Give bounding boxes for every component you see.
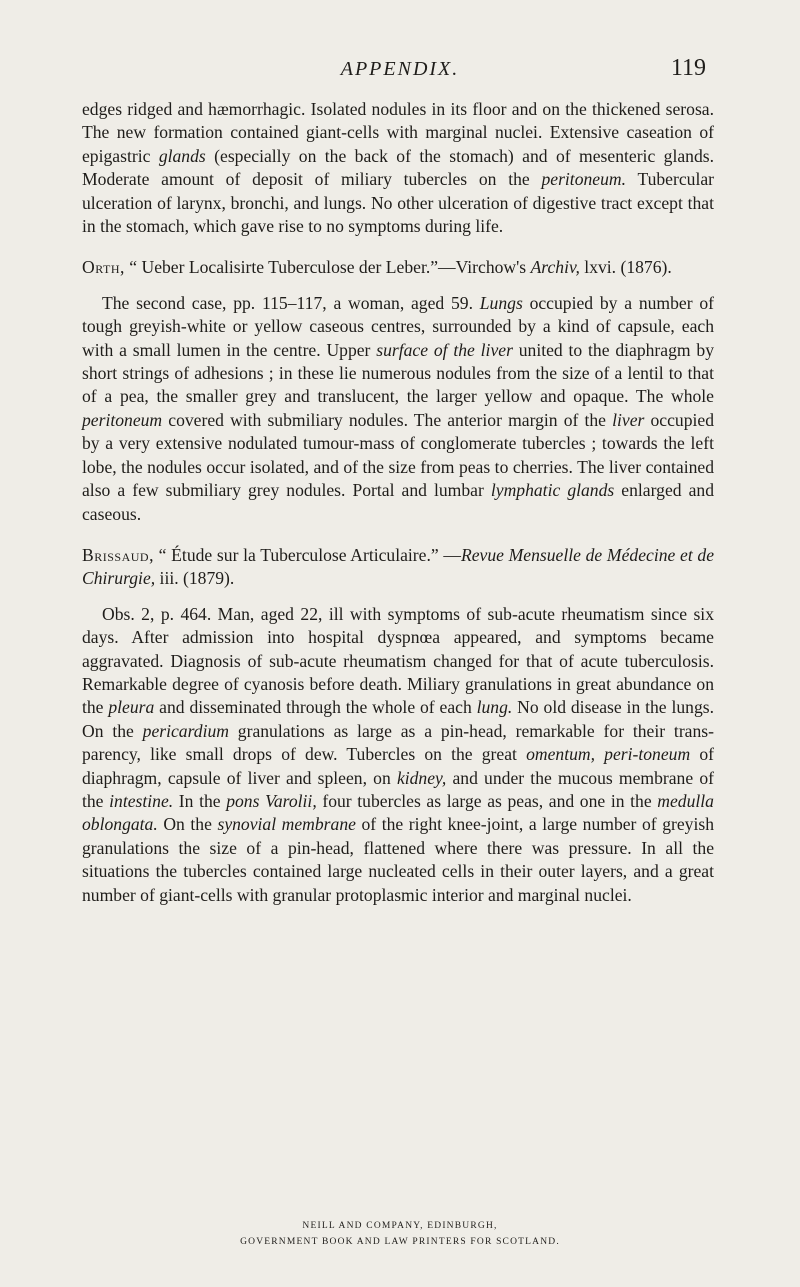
text-run: In the bbox=[173, 790, 227, 811]
text-run: granulations as large as a pin-head, remarkable for their trans-parency, like small drops of dew. Tubercles on the great bbox=[82, 720, 714, 765]
text-run: and disseminated through the whole of each bbox=[154, 697, 477, 718]
imprint-line-1: NEILL AND COMPANY, EDINBURGH, bbox=[302, 1221, 498, 1231]
text-run: occupied by a very extensive nodulated tumour-mass of conglomerate tubercles ; towards the left lobe, the nodules occur isolated, and of the size from peas to cherries. The liver contained also a few submiliary grey nodules. Portal and lumbar bbox=[82, 409, 715, 501]
text-run: occupied by a number of tough greyish-white or yellow caseous centres, surrounded by a kind of capsule, each with a small lumen in the centre. Upper bbox=[82, 292, 714, 360]
text-run: lxvi. (1876). bbox=[579, 257, 672, 278]
author-name: Orth, bbox=[82, 257, 125, 278]
italic-text: Archiv, bbox=[530, 257, 580, 278]
italic-text: liver bbox=[612, 409, 645, 430]
italic-text: surface of the liver bbox=[376, 339, 513, 360]
author-name: Brissaud, bbox=[82, 544, 154, 565]
page-number: 119 bbox=[670, 55, 706, 81]
italic-text: synovial membrane bbox=[217, 814, 356, 835]
text-run: Tubercular ulceration of larynx, bronchi, and lungs. No other ulceration of digestive tract except that in the stomach, which gave rise to no symptoms during life. bbox=[82, 169, 714, 237]
italic-text: glands bbox=[158, 145, 206, 166]
text-run: The second case, pp. 115–117, a woman, aged 59. bbox=[102, 292, 480, 313]
text-run: Obs. 2, p. 464. Man, aged 22, ill with symptoms of sub-acute rheumatism since six days. After admission into hospital dyspnœa appeared, and symptoms became aggravated. Diagnosis of sub-acute rheumatism changed for that of acute tuberculosis. Remarkable degree of cyanosis before death. Miliary granulations in great abundance on the bbox=[82, 603, 714, 718]
text-run: covered with submiliary nodules. The anterior margin of the bbox=[162, 409, 613, 430]
italic-text: pleura bbox=[108, 697, 155, 718]
text-run: On the bbox=[157, 814, 218, 835]
text-run: “ Étude sur la Tuberculose Articulaire.” — bbox=[153, 544, 461, 565]
italic-text: kidney, bbox=[396, 767, 447, 788]
italic-text: lymphatic glands bbox=[490, 480, 615, 501]
text-run: “ Ueber Localisirte Tuberculose der Leber.”—Virchow's bbox=[124, 257, 531, 278]
italic-text: peritoneum bbox=[82, 409, 163, 430]
running-head: APPENDIX. bbox=[340, 58, 460, 80]
text-run: of diaphragm, capsule of liver and spleen, on bbox=[82, 744, 714, 788]
printer-imprint bbox=[0, 1218, 800, 1250]
text-run: of the right knee-joint, a large number of greyish granulations the size of a pin-head, flattened where there was pressure. In all the situations the tubercles contained large nucleated cells in their outer layers, and a great number of giant-cells with granular protoplasmic interior and marginal nuclei. bbox=[82, 814, 714, 905]
italic-text: pons Varolii, bbox=[226, 790, 317, 811]
paragraph-obs-2 bbox=[82, 603, 714, 907]
text-run: enlarged and caseous. bbox=[82, 480, 714, 524]
paragraph-case-continuation bbox=[82, 98, 714, 238]
italic-text: lung. bbox=[476, 697, 513, 718]
body-text bbox=[82, 98, 714, 907]
paragraph-second-case bbox=[82, 292, 714, 526]
italic-text: Revue Mensuelle de Médecine et de Chirurgie, bbox=[82, 544, 715, 589]
italic-text: medulla oblongata. bbox=[82, 790, 714, 835]
text-run: iii. (1879). bbox=[155, 568, 235, 589]
text-run: No old disease in the lungs. On the bbox=[82, 697, 714, 741]
italic-text: peritoneum. bbox=[541, 169, 627, 190]
text-run: four tubercles as large as peas, and one in the bbox=[316, 790, 658, 811]
italic-text: Lungs bbox=[479, 292, 523, 313]
text-run: and under the mucous membrane of the bbox=[82, 767, 714, 811]
text-run: united to the diaphragm by short strings of adhesions ; in these lie numerous nodules from the size of a lentil to that of a pea, the smaller grey and translucent, the larger yellow and opaque. The whole bbox=[82, 339, 714, 407]
text-run: (especially on the back of the stomach) and of mesenteric glands. Moderate amount of deposit of miliary tubercles on the bbox=[82, 145, 714, 190]
italic-text: intestine. bbox=[109, 790, 174, 811]
reference-orth bbox=[82, 256, 714, 279]
imprint-line-2: GOVERNMENT BOOK AND LAW PRINTERS FOR SCOTLAND. bbox=[240, 1237, 560, 1247]
italic-text: pericardium bbox=[142, 720, 229, 741]
text-run: edges ridged and hæmorrhagic. Isolated nodules in its floor and on the thickened serosa. The new formation contained giant-cells with marginal nuclei. Extensive caseation of epigastric bbox=[82, 99, 714, 166]
page-header bbox=[0, 55, 800, 88]
reference-brissaud bbox=[82, 544, 714, 591]
italic-text: omentum, peri-toneum bbox=[526, 744, 691, 765]
